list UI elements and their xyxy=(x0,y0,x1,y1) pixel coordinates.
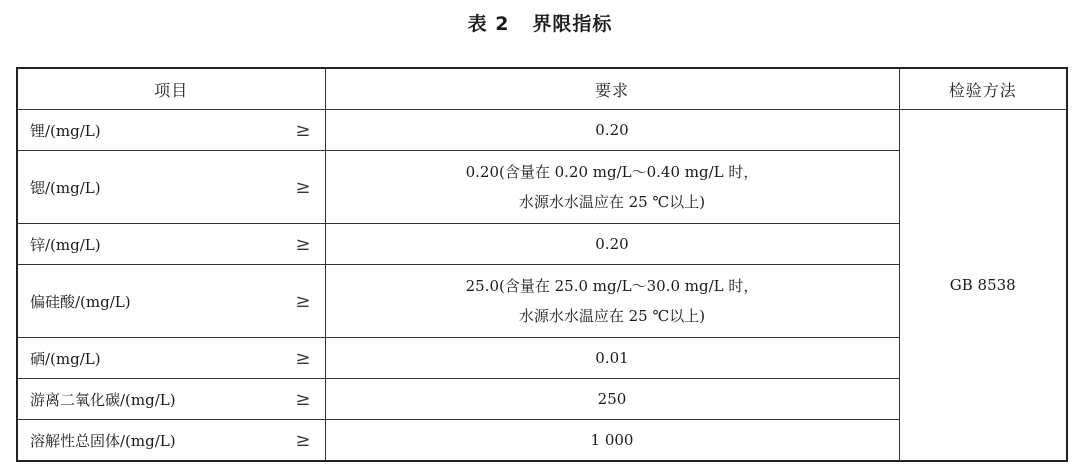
header-item: 项目 xyxy=(17,68,325,110)
item-cell xyxy=(17,338,325,379)
requirement-line: 0.20(含量在 0.20 mg/L～0.40 mg/L 时， xyxy=(465,163,759,181)
item-name: 游离二氧化碳/(mg/L) xyxy=(30,390,176,409)
requirement-line: 0.20 xyxy=(595,121,629,139)
item-name: 锂/(mg/L) xyxy=(30,121,101,140)
greater-equal-symbol: ≥ xyxy=(295,290,311,312)
item-cell xyxy=(17,379,325,420)
item-cell xyxy=(17,420,325,462)
limit-indicators-table xyxy=(16,67,1068,462)
header-requirement: 要求 xyxy=(325,68,899,110)
requirement-line: 水源水水温应在 25 ℃以上) xyxy=(518,307,706,325)
greater-equal-symbol: ≥ xyxy=(295,119,311,141)
requirement-line: 0.20 xyxy=(595,235,629,253)
table-header-row xyxy=(17,68,1067,110)
item-name: 锌/(mg/L) xyxy=(30,235,101,254)
greater-equal-symbol: ≥ xyxy=(295,429,311,451)
item-cell xyxy=(17,265,325,338)
requirement-cell xyxy=(325,379,899,420)
item-cell xyxy=(17,151,325,224)
table-title: 表 2 界限指标 xyxy=(467,13,613,35)
greater-equal-symbol: ≥ xyxy=(295,176,311,198)
requirement-cell xyxy=(325,420,899,462)
header-test-method: 检验方法 xyxy=(899,68,1067,110)
requirement-cell xyxy=(325,224,899,265)
requirement-cell xyxy=(325,110,899,151)
requirement-line: 0.01 xyxy=(595,349,629,367)
requirement-line: 25.0(含量在 25.0 mg/L～30.0 mg/L 时， xyxy=(465,277,759,295)
item-cell xyxy=(17,224,325,265)
requirement-cell xyxy=(325,265,899,338)
item-name: 锶/(mg/L) xyxy=(30,178,101,197)
greater-equal-symbol: ≥ xyxy=(295,347,311,369)
requirement-line: 1 000 xyxy=(590,431,634,449)
greater-equal-symbol: ≥ xyxy=(295,388,311,410)
requirement-cell xyxy=(325,151,899,224)
requirement-cell xyxy=(325,338,899,379)
greater-equal-symbol: ≥ xyxy=(295,233,311,255)
item-name: 硒/(mg/L) xyxy=(30,349,101,368)
table-row xyxy=(17,110,1067,151)
requirement-line: 水源水水温应在 25 ℃以上) xyxy=(518,193,706,211)
item-name: 溶解性总固体/(mg/L) xyxy=(30,431,176,450)
item-name: 偏硅酸/(mg/L) xyxy=(30,292,131,311)
requirement-line: 250 xyxy=(597,390,627,408)
test-method-cell: GB 8538 xyxy=(899,110,1067,462)
item-cell xyxy=(17,110,325,151)
